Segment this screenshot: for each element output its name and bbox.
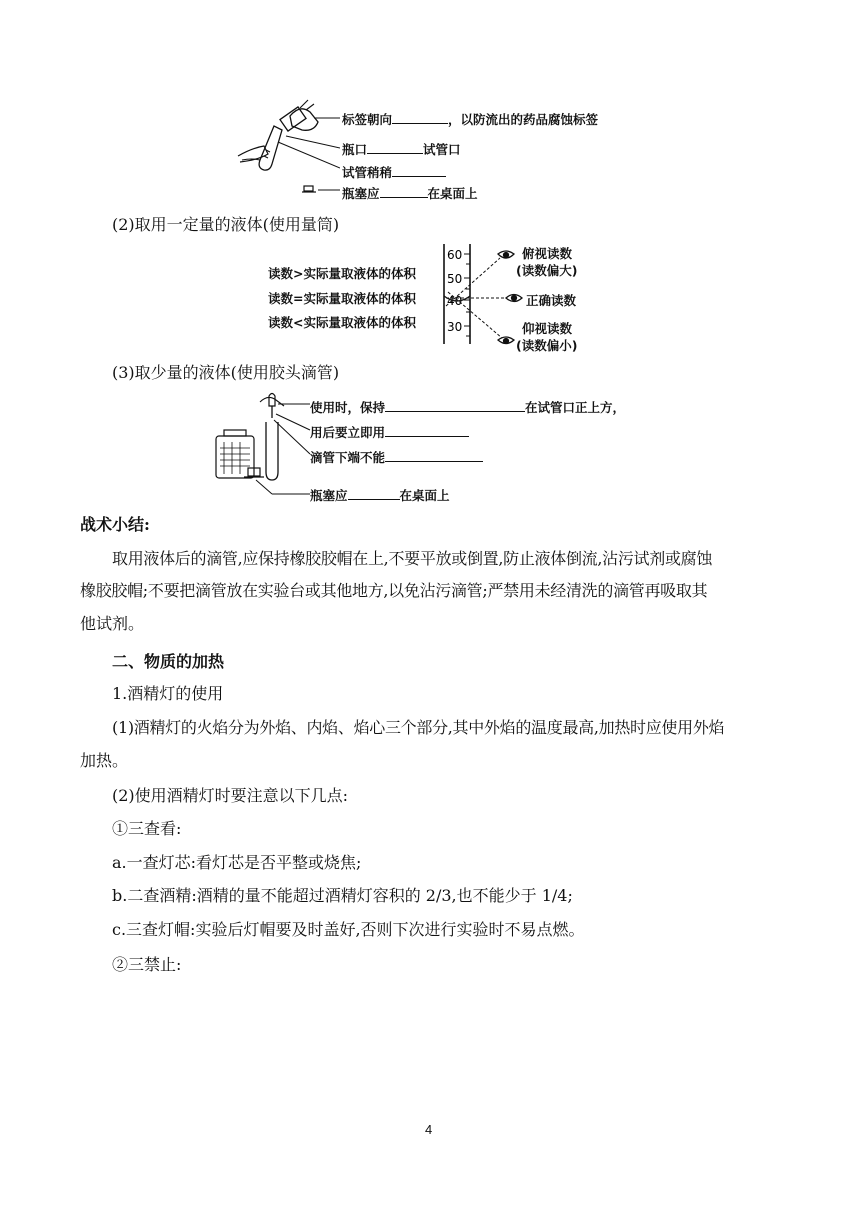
- notes-intro: (2)使用酒精灯时要注意以下几点:: [112, 786, 349, 805]
- look-down-label: 俯视读数: [522, 246, 573, 261]
- tip-line: [310, 448, 483, 466]
- tube-tilt-line: [342, 163, 446, 181]
- blank[interactable]: [385, 449, 483, 462]
- use-keep-tail: 在试管口正上方，: [525, 400, 626, 415]
- dropper-stopper-line: [310, 486, 450, 504]
- summary-line-2: 橡胶胶帽;不要把滴管放在实验台或其他地方,以免沾污滴管;严禁用未经清洗的滴管再吸取其: [80, 581, 708, 600]
- blank[interactable]: [385, 399, 525, 412]
- dropper-stopper-suffix: 在桌面上: [399, 488, 450, 503]
- pouring-illustration: [230, 96, 340, 206]
- check-wick: a.一查灯芯:看灯芯是否平整或烧焦;: [112, 853, 362, 872]
- tick-60: 60: [447, 248, 463, 262]
- page-number: 4: [425, 1122, 433, 1137]
- dropper-stopper-prefix: 瓶塞应: [310, 488, 348, 503]
- eye-icon-middle: [506, 295, 522, 302]
- after-use-line: [310, 423, 469, 441]
- eye-icon-bottom: [498, 337, 514, 344]
- tick-30: 30: [447, 320, 463, 334]
- blank[interactable]: [348, 487, 400, 500]
- check-cap: c.三查灯帽:实验后灯帽要及时盖好,否则下次进行实验时不易点燃。: [112, 920, 585, 939]
- tube-tilt-text: 试管稍稍: [342, 165, 393, 180]
- tip-text: 滴管下端不能: [310, 450, 386, 465]
- dropper-use-line: [310, 398, 625, 416]
- use-keep-text: 使用时，保持: [310, 400, 386, 415]
- summary-line-3: 他试剂。: [80, 614, 145, 633]
- flame-paragraph-line-1: (1)酒精灯的火焰分为外焰、内焰、焰心三个部分,其中外焰的温度最高,加热时应使用外焰: [112, 718, 725, 737]
- section-heading-2: (2)取用一定量的液体(使用量筒): [112, 215, 340, 234]
- stopper-line: [342, 184, 478, 202]
- bottle-mouth-line: [342, 140, 461, 158]
- reading-equal: 读数=实际量取液体的体积: [268, 291, 416, 306]
- stopper-suffix: 在桌面上: [427, 186, 478, 201]
- bottle-mouth-text: 瓶口: [342, 142, 368, 157]
- figure-cylinder: [268, 240, 598, 356]
- blank[interactable]: [392, 111, 448, 124]
- correct-reading-label: 正确读数: [526, 293, 577, 308]
- section-heading-3: (3)取少量的液体(使用胶头滴管): [112, 363, 340, 382]
- flame-paragraph-line-2: 加热。: [80, 751, 129, 770]
- tube-mouth-text: 试管口: [423, 142, 461, 157]
- look-up-label: 仰视读数: [522, 321, 573, 336]
- look-up-note: (读数偏小): [516, 338, 578, 353]
- blank[interactable]: [385, 424, 469, 437]
- subheading-alcohol-lamp: 1.酒精灯的使用: [112, 684, 224, 703]
- after-use-text: 用后要立即用: [310, 425, 386, 440]
- dropper-illustration: [212, 392, 312, 508]
- reading-greater: 读数>实际量取液体的体积: [268, 266, 416, 281]
- blank[interactable]: [380, 185, 428, 198]
- summary-title: 战术小结:: [80, 515, 150, 534]
- check-title: ①三查看:: [112, 819, 182, 838]
- ban-title: ②三禁止:: [112, 955, 182, 974]
- reading-less: 读数<实际量取液体的体积: [268, 315, 416, 330]
- blank[interactable]: [392, 164, 446, 177]
- label-direction-tail: ，以防流出的药品腐蚀标签: [448, 112, 599, 127]
- look-down-note: (读数偏大): [516, 263, 578, 278]
- tick-40: 40: [447, 294, 463, 308]
- blank[interactable]: [367, 141, 423, 154]
- figure-pouring: [230, 96, 650, 206]
- eye-icon-top: [498, 251, 514, 258]
- summary-line-1: 取用液体后的滴管,应保持橡胶胶帽在上,不要平放或倒置,防止液体倒流,沾污试剂或腐蚀: [112, 549, 713, 568]
- figure-dropper: [212, 392, 672, 508]
- section-heading-heating: 二、物质的加热: [112, 652, 225, 671]
- label-direction-text: 标签朝向: [342, 112, 393, 127]
- check-alcohol: b.二查酒精:酒精的量不能超过酒精灯容积的 2/3,也不能少于 1/4;: [112, 886, 573, 905]
- tick-50: 50: [447, 272, 463, 286]
- label-direction-line: [342, 110, 598, 128]
- stopper-prefix: 瓶塞应: [342, 186, 380, 201]
